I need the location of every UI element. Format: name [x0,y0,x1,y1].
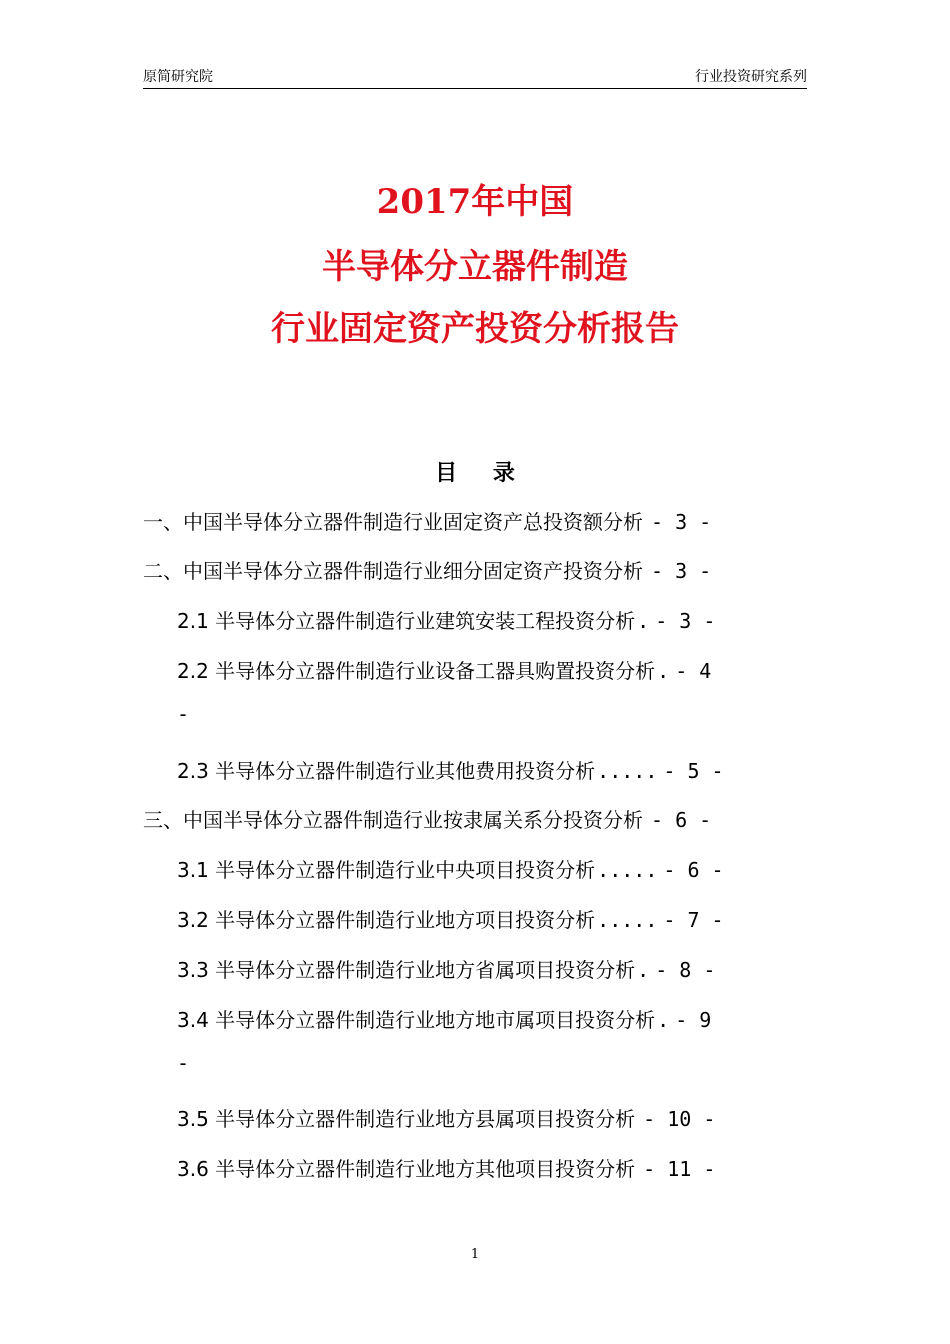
toc-entry-page: - 10 - [643,1107,716,1131]
toc-entry[interactable] [177,1005,711,1035]
toc-entry-text: 2.1 半导体分立器件制造行业建筑安装工程投资分析 [177,609,636,633]
toc-entry-text: 3.3 半导体分立器件制造行业地方省属项目投资分析 [177,958,636,982]
toc-entry[interactable] [177,855,724,885]
toc-entry-text: 二、中国半导体分立器件制造行业细分固定资产投资分析 [143,559,643,583]
toc-entry-leader: ..... [597,858,658,882]
toc-entry-leader: . [657,1008,670,1032]
toc-entry-text: 3.4 半导体分立器件制造行业地方地市属项目投资分析 [177,1008,656,1032]
report-title-line-1: 2017年中国 [376,182,574,222]
toc-entry[interactable] [143,805,711,835]
toc-entry[interactable] [177,955,715,985]
toc-entry[interactable] [177,1154,715,1184]
toc-entry-text: 3.2 半导体分立器件制造行业地方项目投资分析 [177,908,596,932]
toc-entry-text: 2.2 半导体分立器件制造行业设备工器具购置投资分析 [177,659,656,683]
toc-entry-page: - 6 - [663,858,724,882]
toc-entry-leader: . [657,659,670,683]
toc-entry-page: - 4 [675,659,712,683]
toc-entry-text: 3.6 半导体分立器件制造行业地方其他项目投资分析 [177,1157,636,1181]
toc-entry-text: 一、中国半导体分立器件制造行业固定资产总投资额分析 [143,510,643,534]
toc-entry[interactable] [177,1104,715,1134]
toc-entry-page: - 9 [675,1008,712,1032]
toc-entry[interactable] [143,507,711,537]
report-title-line-3: 行业固定资产投资分析报告 [271,309,679,349]
report-title-line-2: 半导体分立器件制造 [322,247,628,287]
toc-entry-page: - 8 - [655,958,716,982]
toc-entry[interactable] [177,756,724,786]
toc-entry-text: 三、中国半导体分立器件制造行业按隶属关系分投资分析 [143,808,643,832]
toc-entry-page: - 6 - [651,808,712,832]
toc-entry-leader: ..... [597,759,658,783]
toc-entry[interactable] [177,606,715,636]
toc-heading: 目 录 [435,461,529,486]
toc-entry-page-continuation: - [177,1051,190,1075]
toc-entry[interactable] [143,556,711,586]
header-publisher: 原简研究院 [143,69,213,85]
toc-entry-page-continuation: - [177,702,190,726]
toc-entry-leader: . [637,609,650,633]
toc-entry-text: 3.1 半导体分立器件制造行业中央项目投资分析 [177,858,596,882]
toc-entry-page: - 11 - [643,1157,716,1181]
toc-entry-leader: . [637,958,650,982]
page-number: 1 [470,1247,480,1262]
toc-entry-text: 2.3 半导体分立器件制造行业其他费用投资分析 [177,759,596,783]
toc-entry-page: - 7 - [663,908,724,932]
toc-entry-page: - 3 - [651,559,712,583]
toc-entry[interactable] [177,656,711,686]
toc-entry[interactable] [177,905,724,935]
toc-entry-text: 3.5 半导体分立器件制造行业地方县属项目投资分析 [177,1107,636,1131]
toc-entry-page: - 5 - [663,759,724,783]
toc-entry-page: - 3 - [655,609,716,633]
toc-entry-page: - 3 - [651,510,712,534]
toc-entry-leader: ..... [597,908,658,932]
header-series: 行业投资研究系列 [695,69,807,85]
